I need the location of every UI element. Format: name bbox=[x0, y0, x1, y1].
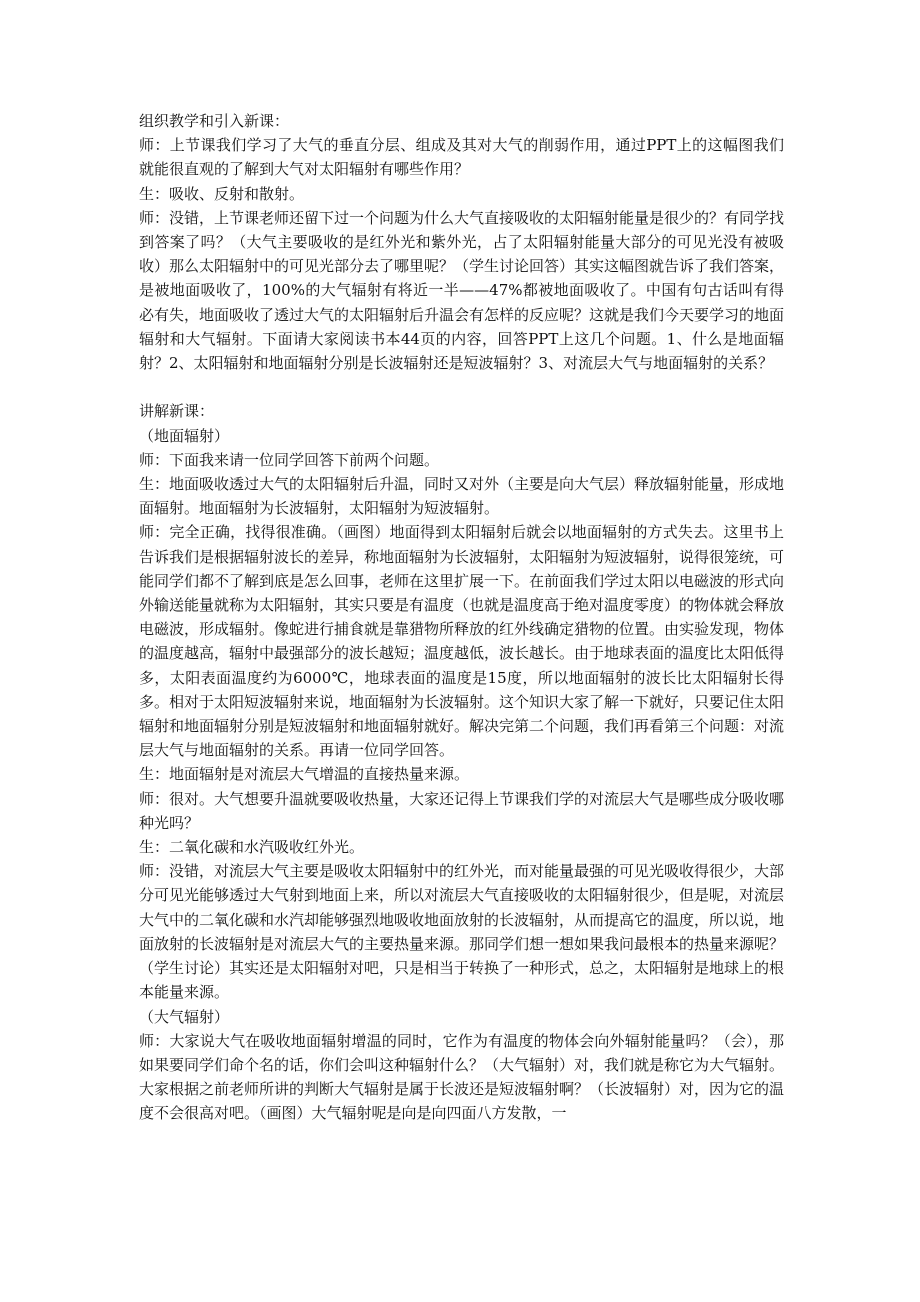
subheading-ground-radiation: （地面辐射） bbox=[139, 426, 230, 445]
paragraph: 生：吸收、反射和散射。 bbox=[139, 184, 305, 203]
paragraph: 师：完全正确，找得很准确。（画图）地面得到太阳辐射后就会以地面辐射的方式失去。这里书上告诉我们是根据辐射波长的差异，称地面辐射为长波辐射，太阳辐射为短波辐射，说得很笼统，可能同学们都不了解到底是怎么回事，老师在这里扩展一下。在前面我们学过太阳以电磁波的形式向外输送能量就称为太阳辐射，其实只要是有温度（也就是温度高于绝对温度零度）的物体就会释放电磁波，形成辐射。像蛇进行捕食就是靠猎物所释放的红外线确定猎物的位置。由实验发现，物体的温度越高，辐射中最强部分的波长越短；温度越低，波长越长。由于地球表面的温度比太阳低得多，太阳表面温度约为6000℃，地球表面的温度是15度，所以地面辐射的波长比太阳辐射长得多。相对于太阳短波辐射来说，地面辐射为长波辐射。这个知识大家了解一下就好，只要记住太阳辐射和地面辐射分别是短波辐射和地面辐射就好。解决完第二个问题，我们再看第三个问题：对流层大气与地面辐射的关系。再请一位同学回答。 bbox=[139, 523, 785, 760]
subheading-atmospheric-radiation: （大气辐射） bbox=[139, 1007, 230, 1026]
paragraph: 师：没错，对流层大气主要是吸收太阳辐射中的红外光，而对能量最强的可见光吸收得很少，大部分可见光能够透过大气射到地面上来，所以对流层大气直接吸收的太阳辐射很少，但是呢，对流层大气中的二氧化碳和水汽却能够强烈地吸收地面放射的长波辐射，从而提高它的温度，所以说，地面放射的长波辐射是对流层大气的主要热量来源。那同学们想一想如果我问最根本的热量来源呢？（学生讨论）其实还是太阳辐射对吧，只是相当于转换了一种形式，总之，太阳辐射是地球上的根本能量来源。 bbox=[139, 862, 785, 1002]
paragraph: 师：没错，上节课老师还留下过一个问题为什么大气直接吸收的太阳辐射能量是很少的？有同学找到答案了吗？（大气主要吸收的是红外光和紫外光，占了太阳辐射能量大部分的可见光没有被吸收）那么太阳辐射中的可见光部分去了哪里呢？（学生讨论回答）其实这幅图就告诉了我们答案，是被地面吸收了，100%的大气辐射有将近一半——47%都被地面吸收了。中国有句古话叫有得必有失，地面吸收了透过大气的太阳辐射后升温会有怎样的反应呢？这就是我们今天要学习的地面辐射和大气辐射。下面请大家阅读书本44页的内容，回答PPT上这几个问题。1、什么是地面辐射？2、太阳辐射和地面辐射分别是长波辐射还是短波辐射？3、对流层大气与地面辐射的关系？ bbox=[139, 208, 785, 373]
paragraph: 师：很对。大气想要升温就要吸收热量，大家还记得上节课我们学的对流层大气是哪些成分吸收哪种光吗？ bbox=[139, 789, 785, 832]
paragraph: 师：上节课我们学习了大气的垂直分层、组成及其对大气的削弱作用，通过PPT上的这幅图我们就能很直观的了解到大气对太阳辐射有哪些作用？ bbox=[139, 136, 784, 179]
paragraph: 生：二氧化碳和水汽吸收红外光。 bbox=[139, 838, 365, 857]
document-page bbox=[139, 109, 784, 1126]
paragraph: 生：地面辐射是对流层大气增温的直接热量来源。 bbox=[139, 765, 470, 784]
section-heading-intro: 组织教学和引入新课： bbox=[139, 112, 290, 130]
section-heading-new-lesson: 讲解新课： bbox=[139, 402, 215, 421]
paragraph: 生：地面吸收透过大气的太阳辐射后升温，同时又对外（主要是向大气层）释放辐射能量，形成地面辐射。地面辐射为长波辐射，太阳辐射为短波辐射。 bbox=[139, 475, 785, 518]
paragraph: 师：大家说大气在吸收地面辐射增温的同时，它作为有温度的物体会向外辐射能量吗？（会），那如果要同学们命个名的话，你们会叫这种辐射什么？（大气辐射）对，我们就是称它为大气辐射。大家根据之前老师所讲的判断大气辐射是属于长波还是短波辐射啊？（长波辐射）对，因为它的温度不会很高对吧。（画图）大气辐射呢是向是向四面八方发散，一 bbox=[139, 1031, 785, 1123]
blank-line bbox=[139, 375, 784, 399]
paragraph: 师：下面我来请一位同学回答下前两个问题。 bbox=[139, 450, 440, 469]
